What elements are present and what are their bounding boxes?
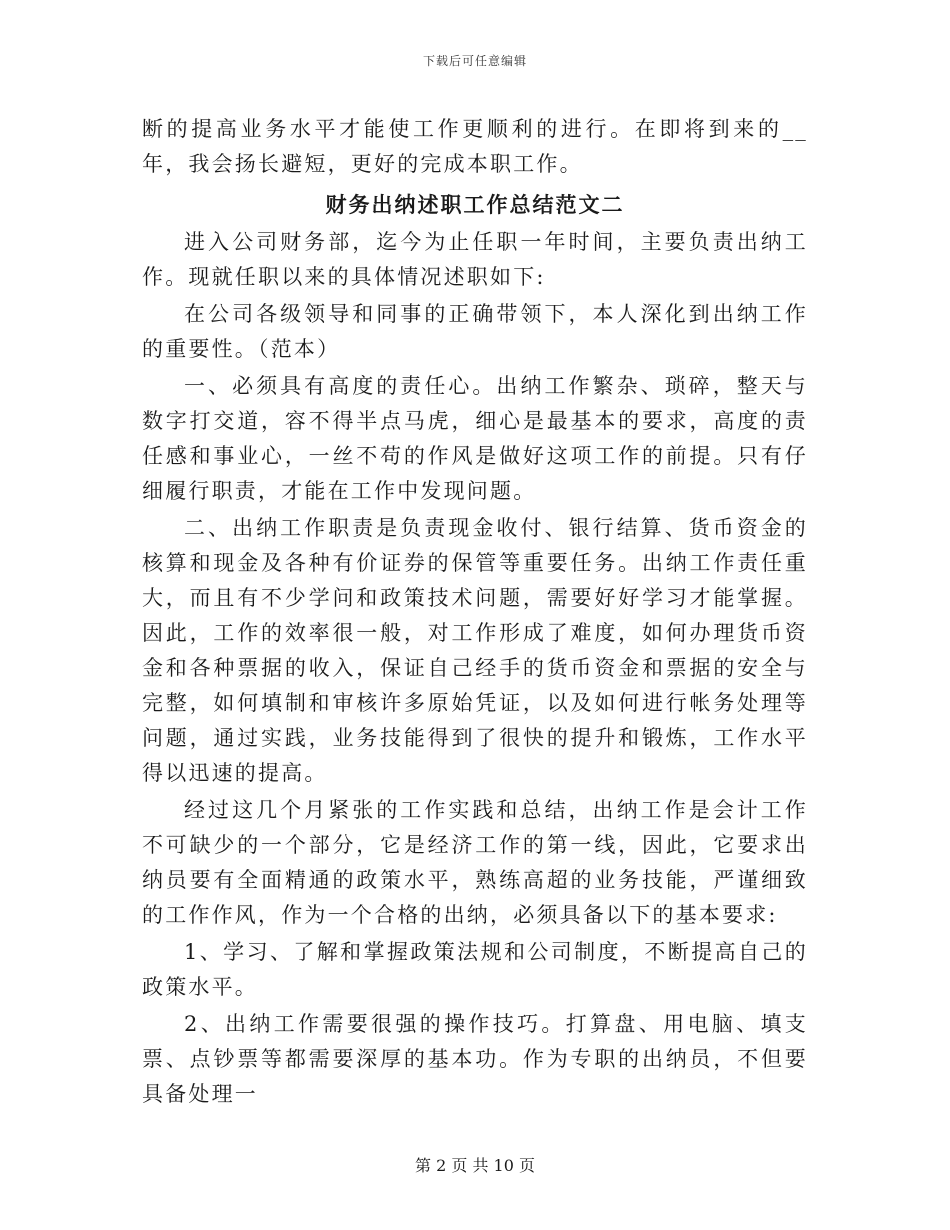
document-body bbox=[142, 112, 808, 1112]
paragraph-3: 一、必须具有高度的责任心。出纳工作繁杂、琐碎，整天与数字打交道，容不得半点马虎，细心是最基本的要求，高度的责任感和事业心，一丝不苟的作风是做好这项工作的前提。只有仔细履行职责，才能在工作中发现问题。 bbox=[142, 374, 808, 503]
paragraph-5: 经过这几个月紧张的工作实践和总结，出纳工作是会计工作不可缺少的一个部分，它是经济工作的第一线，因此，它要求出纳员要有全面精通的政策水平，熟练高超的业务技能，严谨细致的工作作风，作为一个合格的出纳，必须具备以下的基本要求: bbox=[142, 798, 808, 927]
paragraph-4: 二、出纳工作职责是负责现金收付、银行结算、货币资金的核算和现金及各种有价证券的保管等重要任务。出纳工作责任重大，而且有不少学问和政策技术问题，需要好好学习才能掌握。因此，工作的效率很一般，对工作形成了难度，如何办理货币资金和各种票据的收入，保证自己经手的货币资金和票据的安全与完整，如何填制和审核许多原始凭证，以及如何进行帐务处理等问题，通过实践，业务技能得到了很快的提升和锻炼，工作水平得以迅速的提高。 bbox=[142, 516, 808, 785]
intro-paragraph: 断的提高业务水平才能使工作更顺利的进行。在即将到来的__年，我会扬长避短，更好的完成本职工作。 bbox=[142, 117, 808, 176]
paragraph-1: 进入公司财务部，迄今为止任职一年时间，主要负责出纳工作。现就任职以来的具体情况述职如下: bbox=[142, 230, 808, 289]
header-note: 下载后可任意编辑 bbox=[422, 54, 527, 68]
section-title: 财务出纳述职工作总结范文二 bbox=[325, 193, 625, 217]
paragraph-6: 1、学习、了解和掌握政策法规和公司制度，不断提高自己的政策水平。 bbox=[142, 940, 808, 999]
paragraph-7: 2、出纳工作需要很强的操作技巧。打算盘、用电脑、填支票、点钞票等都需要深厚的基本功。作为专职的出纳员，不但要具备处理一 bbox=[142, 1012, 808, 1106]
page-number-footer: 第 2 页 共 10 页 bbox=[415, 1156, 535, 1175]
paragraph-2: 在公司各级领导和同事的正确带领下，本人深化到出纳工作的重要性。（范本） bbox=[142, 302, 808, 361]
